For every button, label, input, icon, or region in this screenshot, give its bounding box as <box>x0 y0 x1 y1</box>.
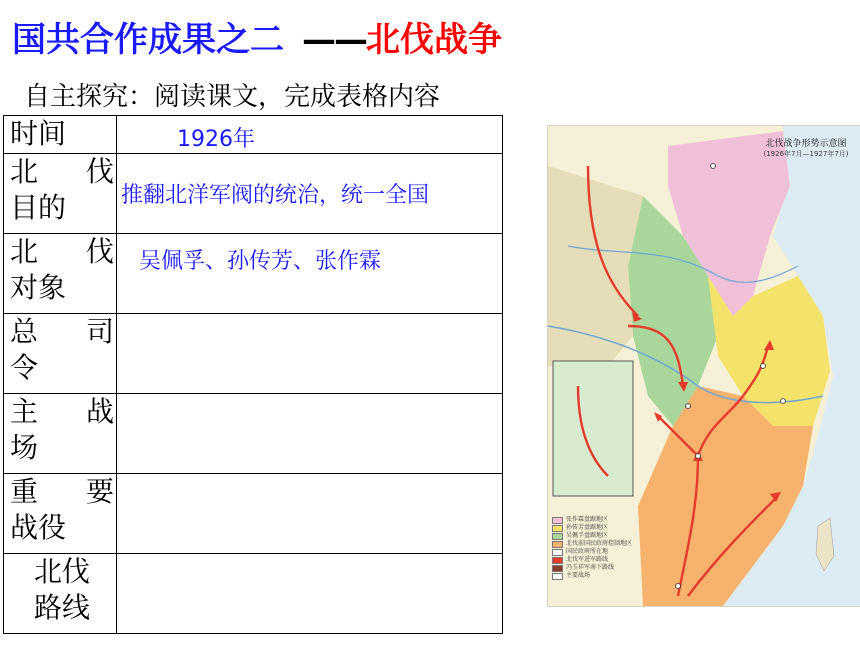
title-dash: —— <box>302 20 366 60</box>
map-legend <box>552 516 632 580</box>
row-label-text: 目的 <box>10 191 67 224</box>
city-marker <box>761 364 766 369</box>
title-highlight: 北伐战争 <box>366 20 502 60</box>
answer-cell[interactable] <box>117 314 503 394</box>
page-title <box>12 12 502 61</box>
legend-item <box>552 564 632 572</box>
row-label-char: 北 <box>10 235 39 268</box>
city-marker <box>711 164 716 169</box>
city-marker <box>781 399 786 404</box>
subtitle: 自主探究：阅读课文，完成表格内容 <box>24 82 441 112</box>
legend-swatch <box>552 525 563 532</box>
northern-expedition-map <box>547 125 860 607</box>
legend-label: 国民政府所在地 <box>566 548 609 555</box>
legend-swatch <box>552 517 563 524</box>
legend-swatch <box>552 541 563 548</box>
table-row <box>4 474 503 554</box>
row-label-text: 战役 <box>10 511 67 544</box>
answer-cell[interactable] <box>117 116 503 154</box>
row-label-char: 伐 <box>85 235 114 268</box>
worksheet-table <box>3 115 503 634</box>
title-main: 国共合作成果之二 <box>12 20 284 60</box>
legend-swatch <box>552 565 563 572</box>
table-row <box>4 234 503 314</box>
table-row <box>4 116 503 154</box>
answer-cell[interactable] <box>117 234 503 314</box>
table-row <box>4 314 503 394</box>
row-label <box>4 554 117 634</box>
map-title-text: 北伐战争形势示意图 <box>765 139 847 149</box>
legend-swatch <box>552 573 563 580</box>
city-marker <box>696 454 701 459</box>
answer-text: 推翻北洋军阀的统治，统一全国 <box>121 183 430 208</box>
row-label-char: 北 <box>10 155 39 188</box>
answer-cell[interactable] <box>117 474 503 554</box>
legend-label: 北伐前国民政府控制地区 <box>566 540 633 547</box>
legend-swatch <box>552 557 563 564</box>
map-title <box>756 136 856 159</box>
answer-cell[interactable] <box>117 154 503 234</box>
row-label-char: 战 <box>85 395 114 428</box>
legend-label: 吴佩孚盘踞地区 <box>566 532 609 539</box>
answer-cell[interactable] <box>117 394 503 474</box>
legend-item <box>552 524 632 532</box>
legend-item <box>552 556 632 564</box>
row-label <box>4 394 117 474</box>
legend-item <box>552 540 632 548</box>
answer-text: 1926年 <box>177 127 255 152</box>
row-label-char: 司 <box>85 315 114 348</box>
row-label-text: 场 <box>10 431 39 464</box>
row-label <box>4 154 117 234</box>
legend-item <box>552 572 632 580</box>
table-row <box>4 154 503 234</box>
row-label <box>4 474 117 554</box>
row-label-text: 路线 <box>33 591 90 624</box>
map-date: (1926年7月—1927年7月) <box>763 150 849 158</box>
legend-label: 主要战场 <box>566 572 591 579</box>
legend-swatch <box>552 549 563 556</box>
row-label-char: 总 <box>10 315 39 348</box>
row-label <box>4 314 117 394</box>
answer-cell[interactable] <box>117 554 503 634</box>
legend-item <box>552 532 632 540</box>
row-label-char: 主 <box>10 395 39 428</box>
legend-label: 冯玉祥军南下路线 <box>566 564 615 571</box>
row-label <box>4 116 117 154</box>
legend-label: 孙传芳盘踞地区 <box>566 524 609 531</box>
row-label-char: 重 <box>10 475 39 508</box>
city-marker <box>686 404 691 409</box>
legend-swatch <box>552 533 563 540</box>
city-marker <box>676 584 681 589</box>
answer-text: 吴佩孚、孙传芳、张作霖 <box>139 249 382 274</box>
row-label <box>4 234 117 314</box>
legend-label: 张作霖盘踞地区 <box>566 516 609 523</box>
row-label-text: 北伐 <box>33 555 90 588</box>
row-label-char: 伐 <box>85 155 114 188</box>
row-label-char: 要 <box>85 475 114 508</box>
inset-map <box>553 361 633 496</box>
row-label-text: 时间 <box>10 117 67 150</box>
row-label-text: 令 <box>10 351 39 384</box>
legend-item <box>552 548 632 556</box>
row-label-text: 对象 <box>10 271 67 304</box>
legend-item <box>552 516 632 524</box>
table-row <box>4 554 503 634</box>
legend-label: 北伐军进军路线 <box>566 556 609 563</box>
table-row <box>4 394 503 474</box>
